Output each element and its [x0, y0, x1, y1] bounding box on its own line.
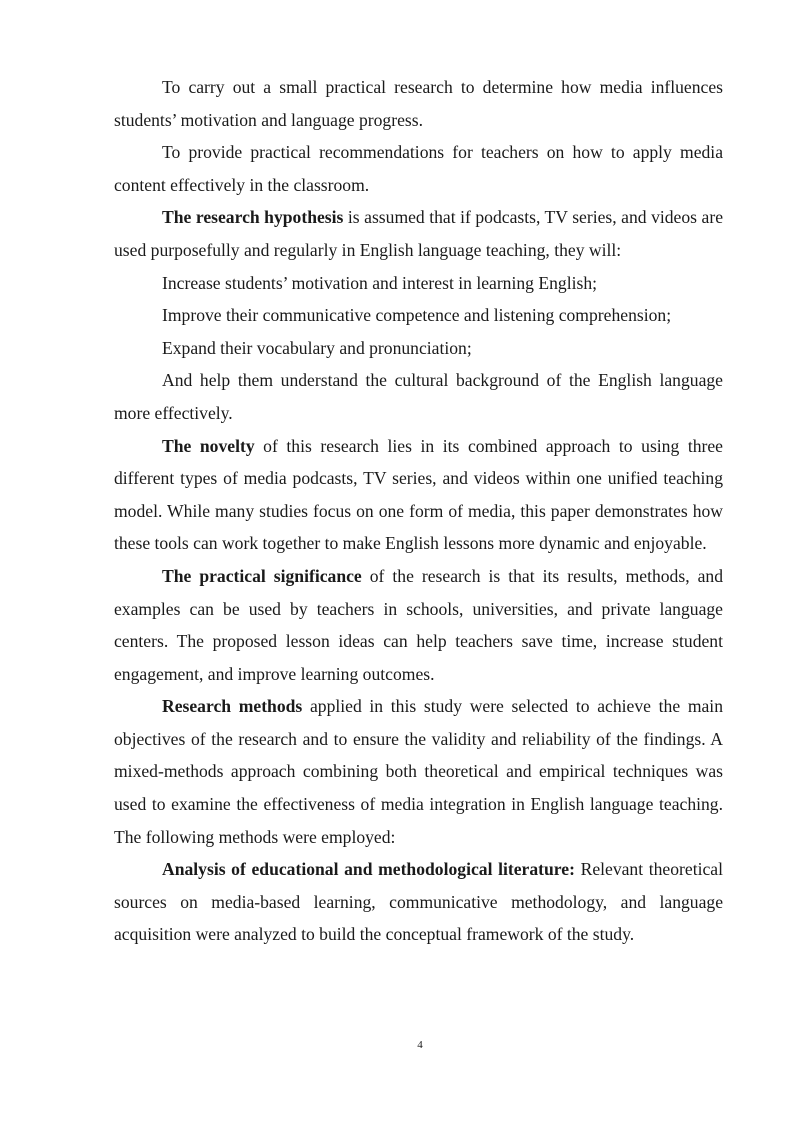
hypothesis-item-vocabulary	[114, 332, 723, 365]
paragraph-objective-recommendations	[114, 136, 723, 201]
paragraph-text: Improve their communicative competence and listening comprehension;	[162, 305, 672, 326]
paragraph-practical-significance	[114, 560, 723, 690]
paragraph-novelty	[114, 430, 723, 560]
paragraph-text: is assumed that if podcasts, TV series, and videos are used purposefully and regularly in English language teaching, they will:	[114, 207, 723, 260]
document-page	[114, 71, 723, 951]
paragraph-research-methods	[114, 690, 723, 853]
paragraph-text: Relevant theoretical sources on media-based learning, communicative methodology, and language acquisition were analyzed to build the conceptual framework of the study.	[114, 859, 723, 945]
paragraph-text: To provide practical recommendations for teachers on how to apply media content effectively in the classroom.	[114, 142, 723, 195]
hypothesis-item-motivation	[114, 267, 723, 300]
paragraph-text: applied in this study were selected to achieve the main objectives of the research and to ensure the validity and reliability of the findings. A mixed-methods approach combining both theoretical and empirical techniques was used to examine the effectiveness of media integration in English language teaching. The following methods were employed:	[114, 696, 723, 847]
paragraph-text: Increase students’ motivation and interest in learning English;	[162, 272, 598, 293]
paragraph-text: of this research lies in its combined approach to using three different types of media podcasts, TV series, and videos within one unified teaching model. While many studies focus on one form of media, this paper demonstrates how these tools can work together to make English lessons more dynamic and enjoyable.	[114, 435, 723, 554]
paragraph-research-hypothesis	[114, 201, 723, 266]
paragraph-text: Expand their vocabulary and pronunciation;	[162, 337, 472, 358]
paragraph-lead-heading: Analysis of educational and methodological literature:	[162, 859, 575, 880]
paragraph-text: of the research is that its results, methods, and examples can be used by teachers in schools, universities, and private language centers. The proposed lesson ideas can help teachers save time, increase student engagement, and improve learning outcomes.	[114, 565, 723, 684]
paragraph-text: To carry out a small practical research to determine how media influences students’ motivation and language progress.	[114, 77, 723, 130]
hypothesis-item-competence	[114, 299, 723, 332]
paragraph-objective-research	[114, 71, 723, 136]
paragraph-lead-heading: Research methods	[162, 696, 303, 717]
paragraph-lead-heading: The novelty	[162, 435, 255, 456]
page-number: 4	[417, 1039, 423, 1051]
paragraph-lead-heading: The research hypothesis	[162, 207, 344, 228]
paragraph-lead-heading: The practical significance	[162, 565, 362, 586]
paragraph-text: And help them understand the cultural background of the English language more effectively.	[114, 370, 723, 423]
paragraph-literature-analysis	[114, 853, 723, 951]
hypothesis-item-culture	[114, 364, 723, 429]
